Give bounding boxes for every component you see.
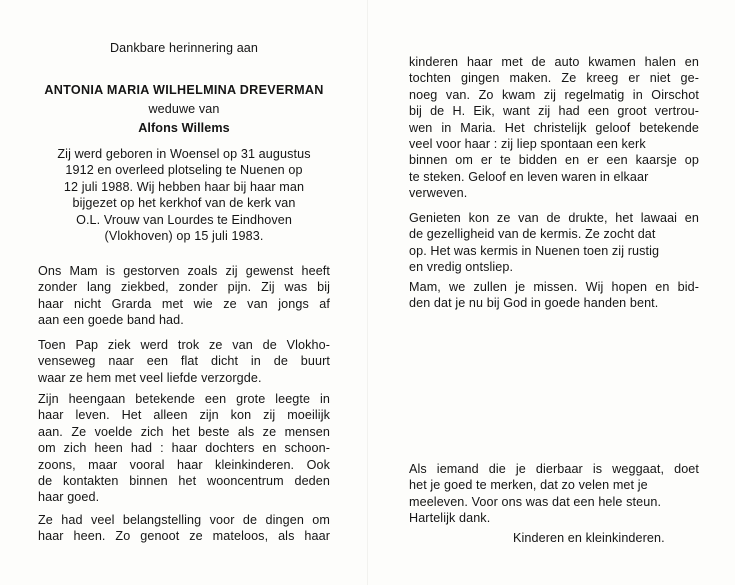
paragraph-outings: [409, 54, 699, 202]
bio-line: Zij werd geboren in Woensel op 31 augustus: [57, 147, 311, 161]
paragraph-kermis: [409, 210, 699, 276]
text-line: en vredig ontsliep.: [409, 260, 514, 275]
text-line: op. Het was kermis in Nuenen toen zij rustig: [409, 243, 660, 258]
text-line: om zich heen had : haar dochters en schoon-: [38, 441, 330, 456]
text-line: zonder lang ziekbed, zonder pijn. Zij was bij: [38, 280, 330, 295]
text-line: haar leven. Het alleen zijn kon zij moeilijk: [38, 408, 330, 423]
text-line: tochten gingen maken. Ze kreeg er niet ge-: [409, 71, 699, 86]
text-line: Zijn heengaan betekende een grote leegte in: [38, 392, 330, 406]
widow-of-line: weduwe van: [148, 102, 220, 116]
text-line: veel voor haar : zij liep spontaan een kerk: [409, 137, 646, 152]
text-line: kinderen haar met de auto kwamen halen en: [409, 55, 699, 69]
text-line: meeleven. Voor ons was dat een hele steun.: [409, 494, 662, 509]
text-line: Toen Pap ziek werd trok ze van de Vlokho-: [38, 338, 330, 352]
text-line: verweven.: [409, 186, 468, 201]
text-line: aan. Ze voelde zich het beste als ze mensen: [38, 424, 330, 439]
thank-you-paragraph: [409, 461, 699, 527]
husband-name: Alfons Willems: [138, 121, 230, 135]
text-line: haar nicht Grarda met wie ze van jongs af: [38, 296, 330, 311]
paragraph-death: [38, 263, 330, 329]
text-line: de kontakten binnen het wooncentrum deden: [38, 474, 330, 489]
paragraph-loss: [38, 391, 330, 506]
text-line: Mam, we zullen je missen. Wij hopen en bid-: [409, 280, 699, 294]
text-line: waar ze hem met veel liefde verzorgde.: [38, 370, 262, 385]
bio-line: (Vlokhoven) op 15 juli 1983.: [104, 229, 264, 244]
signature-line: Kinderen en kleinkinderen.: [513, 531, 665, 545]
text-line: de gezelligheid van de kermis. Ze zocht dat: [409, 227, 656, 242]
text-line: wen in Maria. Het christelijk geloof betekende: [409, 120, 699, 135]
bio-line: 1912 en overleed plotseling te Nuenen op: [65, 163, 303, 178]
text-line: Als iemand die je dierbaar is weggaat, doet: [409, 462, 699, 476]
text-line: te steken. Geloof en leven waren in elkaar: [409, 169, 649, 184]
text-line: binnen om er te bidden en er een kaarsje op: [409, 153, 699, 168]
bio-paragraph: [38, 146, 330, 244]
text-line: Genieten kon ze van de drukte, het lawaai en: [409, 211, 699, 225]
text-line: noeg van. Zo kwam zij regelmatig in Oirschot: [409, 87, 699, 102]
text-line: venseweg naar een flat dicht in de buurt: [38, 354, 330, 369]
text-line: den dat je nu bij God in goede handen bent.: [409, 296, 659, 311]
bio-line: bijgezet op het kerkhof van de kerk van: [72, 196, 296, 211]
fold-line: [367, 0, 368, 585]
text-line: haar goed.: [38, 490, 100, 505]
text-line: zoons, maar vooral haar kleinkinderen. Ook: [38, 457, 330, 472]
text-line: aan een goede band had.: [38, 313, 184, 328]
text-line: Hartelijk dank.: [409, 511, 491, 526]
paragraph-interest: [38, 512, 330, 545]
paragraph-missing: [409, 279, 699, 312]
text-line: het je goed te merken, dat zo velen met je: [409, 478, 648, 493]
deceased-name: ANTONIA MARIA WILHELMINA DREVERMAN: [44, 83, 324, 97]
text-line: Ze had veel belangstelling voor de dingen om: [38, 513, 330, 527]
header-line: Dankbare herinnering aan: [109, 41, 259, 55]
paragraph-pap: [38, 337, 330, 386]
text-line: bij de H. Eik, want zij had een groot vertrou-: [409, 104, 699, 119]
bio-line: 12 juli 1988. Wij hebben haar bij haar man: [63, 179, 305, 194]
text-line: haar heen. Zo genoot ze mateloos, als haar: [38, 529, 330, 544]
text-line: Ons Mam is gestorven zoals zij gewenst heeft: [38, 264, 330, 278]
bio-line: O.L. Vrouw van Lourdes te Eindhoven: [76, 212, 292, 227]
